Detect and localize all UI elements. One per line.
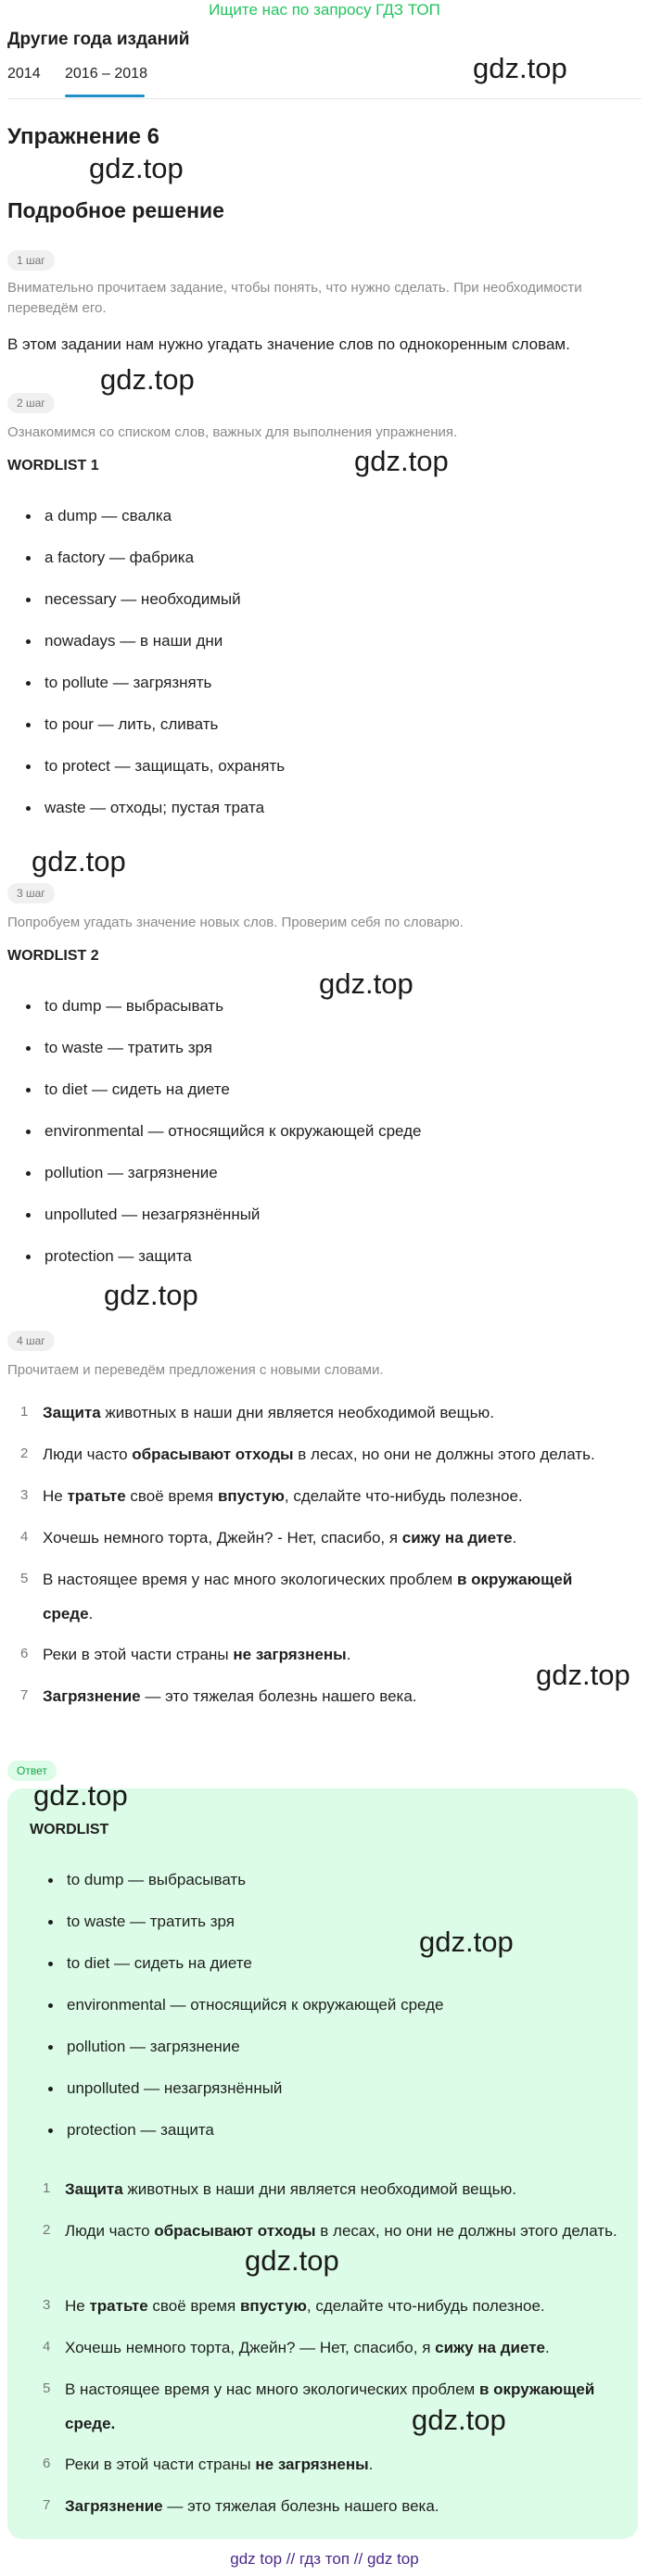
sentence-text: Хочешь немного торта, Джейн? — Нет, спасибо, я [65, 2339, 436, 2356]
highlighted-phrase: впустую [239, 2297, 307, 2315]
sentence [65, 2489, 621, 2523]
list-item: to waste — тратить зря [67, 1913, 235, 1930]
step-badge: 3 шаг [7, 883, 55, 903]
sentence-text: в лесах, но они не должны этого делать. [315, 2222, 617, 2240]
sentence-text: — это тяжелая болезнь нашего века. [140, 1687, 417, 1705]
sentence [43, 1637, 627, 1672]
sentence [43, 1479, 627, 1513]
sentence-text: Реки в этой части страны [65, 2456, 256, 2473]
divider [7, 98, 642, 99]
wordlist-title: WORDLIST 1 [7, 458, 99, 474]
solution-title: Подробное решение [7, 198, 224, 222]
watermark: gdz.top [473, 52, 567, 84]
list-item: to dump — выбрасывать [45, 997, 224, 1015]
watermark: gdz.top [319, 967, 414, 1000]
list-item: a dump — свалка [45, 507, 172, 524]
other-years-heading: Другие года изданий [7, 30, 190, 49]
sentence-text: своё время [147, 2297, 240, 2315]
list-item: to protect — защищать, охранять [45, 757, 286, 775]
sentence-number: 1 [43, 2180, 51, 2196]
task-explanation: В этом задании нам нужно угадать значение слов по однокоренным словам. [7, 335, 570, 353]
sentence-number: 3 [20, 1487, 29, 1503]
sentence-text: животных в наши дни является необходимой вещью. [122, 2180, 516, 2198]
sentence-text: . [88, 1605, 94, 1623]
sentence-number: 3 [43, 2297, 51, 2313]
sentence-text: Хочешь немного торта, Джейн? - Нет, спасибо, я [43, 1529, 402, 1547]
watermark: gdz.top [245, 2244, 339, 2277]
list-item: to waste — тратить зря [45, 1039, 212, 1056]
sentence-text: . [512, 1529, 517, 1547]
sentence-text: Не [43, 1487, 68, 1505]
highlighted-phrase: тратьте [67, 1487, 126, 1505]
list-item: protection — защита [67, 2121, 214, 2139]
answer-badge: Ответ [7, 1761, 57, 1781]
footer-links[interactable]: gdz top // гдз топ // gdz top [230, 2550, 419, 2568]
highlighted-phrase: Загрязнение [43, 1687, 141, 1705]
sentence [65, 2372, 621, 2441]
highlighted-phrase: тратьте [89, 2297, 148, 2315]
list-item: unpolluted — незагрязнённый [67, 2079, 283, 2097]
highlighted-phrase: не загрязнены [255, 2456, 369, 2473]
highlighted-phrase: в окружающей среде [43, 1571, 573, 1623]
watermark: gdz.top [89, 152, 184, 184]
list-item: to diet — сидеть на диете [67, 1954, 252, 1972]
sentence-text: Люди часто [65, 2222, 155, 2240]
sentence-text: в лесах, но они не должны этого делать. [293, 1446, 595, 1463]
sentence-text: . [346, 1646, 351, 1663]
sentence-text: В настоящее время у нас много экологических проблем [43, 1571, 457, 1588]
highlighted-phrase: сижу на диете [435, 2339, 545, 2356]
list-item: to pollute — загрязнять [45, 674, 212, 691]
watermark: gdz.top [419, 1926, 514, 1958]
sentence-number: 5 [20, 1571, 29, 1586]
highlighted-phrase: Защита [43, 1404, 101, 1421]
step-badge: 1 шаг [7, 250, 55, 271]
sentence [65, 2447, 621, 2481]
highlighted-phrase: не загрязнены [233, 1646, 347, 1663]
step-badge: 4 шаг [7, 1331, 55, 1351]
list-item: necessary — необходимый [45, 590, 241, 608]
step-badge: 2 шаг [7, 393, 55, 413]
sentence-text: животных в наши дни является необходимой вещью. [100, 1404, 494, 1421]
sentence [65, 2214, 621, 2248]
highlighted-phrase: сижу на диете [401, 1529, 513, 1547]
list-item: a factory — фабрика [45, 549, 195, 566]
highlighted-phrase: Загрязнение [65, 2497, 163, 2515]
sentence-number: 7 [20, 1687, 29, 1703]
list-item: to dump — выбрасывать [67, 1871, 247, 1888]
list-item: pollution — загрязнение [67, 2038, 240, 2055]
sentence-text: Реки в этой части страны [43, 1646, 234, 1663]
sentence [43, 1679, 627, 1713]
tab-2016-2018[interactable]: 2016 – 2018 [65, 66, 147, 82]
active-tab-indicator [65, 95, 145, 97]
sentence-number: 2 [43, 2222, 51, 2238]
highlighted-phrase: в окружающей среде. [65, 2380, 595, 2432]
exercise-title: Упражнение 6 [7, 124, 159, 149]
sentence-text: — это тяжелая болезнь нашего века. [162, 2497, 439, 2515]
highlighted-phrase: Защита [65, 2180, 123, 2198]
watermark: gdz.top [32, 845, 126, 878]
step-description: Попробуем угадать значение новых слов. Проверим себя по словарю. [7, 915, 464, 930]
sentence [43, 1562, 627, 1631]
wordlist-title: WORDLIST 2 [7, 948, 99, 964]
sentence-text: В настоящее время у нас много экологических проблем [65, 2380, 479, 2398]
sentence [65, 2289, 621, 2323]
sentence-number: 6 [43, 2456, 51, 2471]
list-item: environmental — относящийся к окружающей среде [67, 1996, 444, 2014]
watermark: gdz.top [100, 363, 195, 396]
highlighted-phrase: обрасывают отходы [132, 1446, 294, 1463]
step-description: Прочитаем и переведём предложения с новыми словами. [7, 1362, 384, 1378]
sentence-number: 4 [43, 2339, 51, 2355]
sentence [43, 1395, 627, 1430]
sentence-text: . [368, 2456, 374, 2473]
watermark: gdz.top [104, 1279, 198, 1311]
list-item: to pour — лить, сливать [45, 715, 219, 733]
list-item: to diet — сидеть на диете [45, 1080, 230, 1098]
sentence-number: 6 [20, 1646, 29, 1661]
list-item: waste — отходы; пустая трата [45, 799, 265, 816]
list-item: nowadays — в наши дни [45, 632, 223, 650]
step-description: Внимательно прочитаем задание, чтобы понять, что нужно сделать. При необходимости переведём его. [7, 280, 582, 316]
sentence-number: 5 [43, 2380, 51, 2396]
sentence-text: , сделайте что-нибудь полезное. [284, 1487, 523, 1505]
list-item: environmental — относящийся к окружающей среде [45, 1122, 422, 1140]
sentence [65, 2330, 621, 2365]
list-item: pollution — загрязнение [45, 1164, 218, 1181]
step-description: Ознакомимся со списком слов, важных для выполнения упражнения. [7, 424, 458, 440]
watermark: gdz.top [33, 1779, 128, 1812]
highlighted-phrase: обрасывают отходы [154, 2222, 316, 2240]
sentence-number: 7 [43, 2497, 51, 2513]
sentence [43, 1521, 627, 1555]
search-banner: Ищите нас по запросу ГДЗ ТОП [209, 1, 440, 19]
sentence-number: 4 [20, 1529, 29, 1545]
tab-2014[interactable]: 2014 [7, 66, 41, 82]
sentence-text: . [544, 2339, 550, 2356]
list-item: protection — защита [45, 1247, 192, 1265]
watermark: gdz.top [354, 445, 449, 477]
sentence-text: Не [65, 2297, 90, 2315]
watermark: gdz.top [536, 1659, 630, 1691]
sentence [65, 2172, 621, 2206]
list-item: unpolluted — незагрязнённый [45, 1206, 261, 1223]
sentence-text: Люди часто [43, 1446, 133, 1463]
sentence-number: 2 [20, 1446, 29, 1461]
sentence-number: 1 [20, 1404, 29, 1420]
highlighted-phrase: впустую [217, 1487, 285, 1505]
watermark: gdz.top [412, 2404, 506, 2436]
sentence-text: , сделайте что-нибудь полезное. [306, 2297, 545, 2315]
sentence-text: своё время [125, 1487, 218, 1505]
wordlist-title: WORDLIST [30, 1822, 109, 1837]
sentence [43, 1437, 627, 1471]
